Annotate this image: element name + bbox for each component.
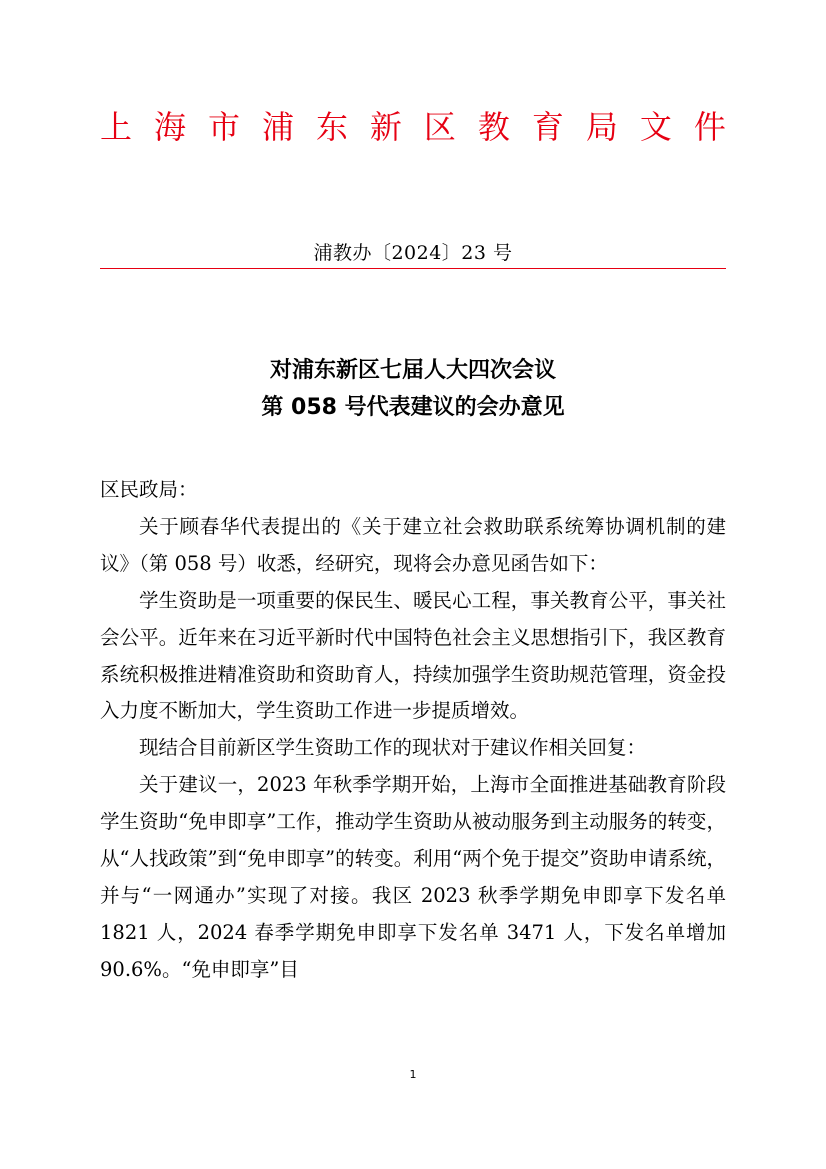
body-paragraph: 学生资助是一项重要的保民生、暖民心工程，事关教育公平，事关社会公平。近年来在习近平新时代中国特色社会主义思想指引下，我区教育系统积极推进精准资助和资助育人，持续加强学生资助规范管理，资金投入力度不断加大，学生资助工作进一步提质增效。 (100, 588, 726, 723)
salutation: 区民政局： (100, 478, 198, 501)
document-number: 浦教办〔2024〕23 号 (313, 242, 513, 264)
header-title-char: 教 (477, 108, 510, 146)
page-number: 1 (409, 1068, 417, 1081)
header-title-char: 育 (531, 108, 564, 146)
header-title-char: 东 (315, 108, 348, 146)
header-title-char: 件 (693, 108, 726, 146)
header-title-char: 文 (639, 108, 672, 146)
body-paragraph: 关于顾春华代表提出的《关于建立社会救助联系统筹协调机制的建议》（第 058 号）收悉，经研究，现将会办意见函告如下： (100, 514, 726, 575)
document-header-title (100, 100, 726, 150)
header-title-char: 浦 (261, 108, 294, 146)
body-paragraph: 现结合目前新区学生资助工作的现状对于建议作相关回复： (139, 736, 647, 760)
header-title-char: 新 (369, 108, 402, 146)
header-title-char: 上 (100, 108, 133, 146)
body-paragraph: 关于建议一，2023 年秋季学期开始，上海市全面推进基础教育阶段学生资助“免申即享”工作，推动学生资助从被动服务到主动服务的转变，从“人找政策”到“免申即享”的转变。利用“两个免于提交”资助申请系统，并与“一网通办”实现了对接。我区 2023 秋季学期免申即享下发名单 1821 人，2024 春季学期免申即享下发名单 3471 人，下发名单增加 90.6%。“免申即享”目 (100, 773, 726, 981)
document-title-line1: 对浦东新区七届人大四次会议 (269, 358, 556, 383)
header-title-char: 海 (153, 108, 186, 146)
header-title-char: 区 (423, 108, 456, 146)
header-title-char: 市 (207, 108, 240, 146)
document-body (100, 472, 726, 989)
header-title-char: 局 (585, 108, 618, 146)
document-title-line2: 第 058 号代表建议的会办意见 (261, 395, 565, 420)
document-title (0, 352, 826, 426)
header-divider (100, 268, 726, 269)
